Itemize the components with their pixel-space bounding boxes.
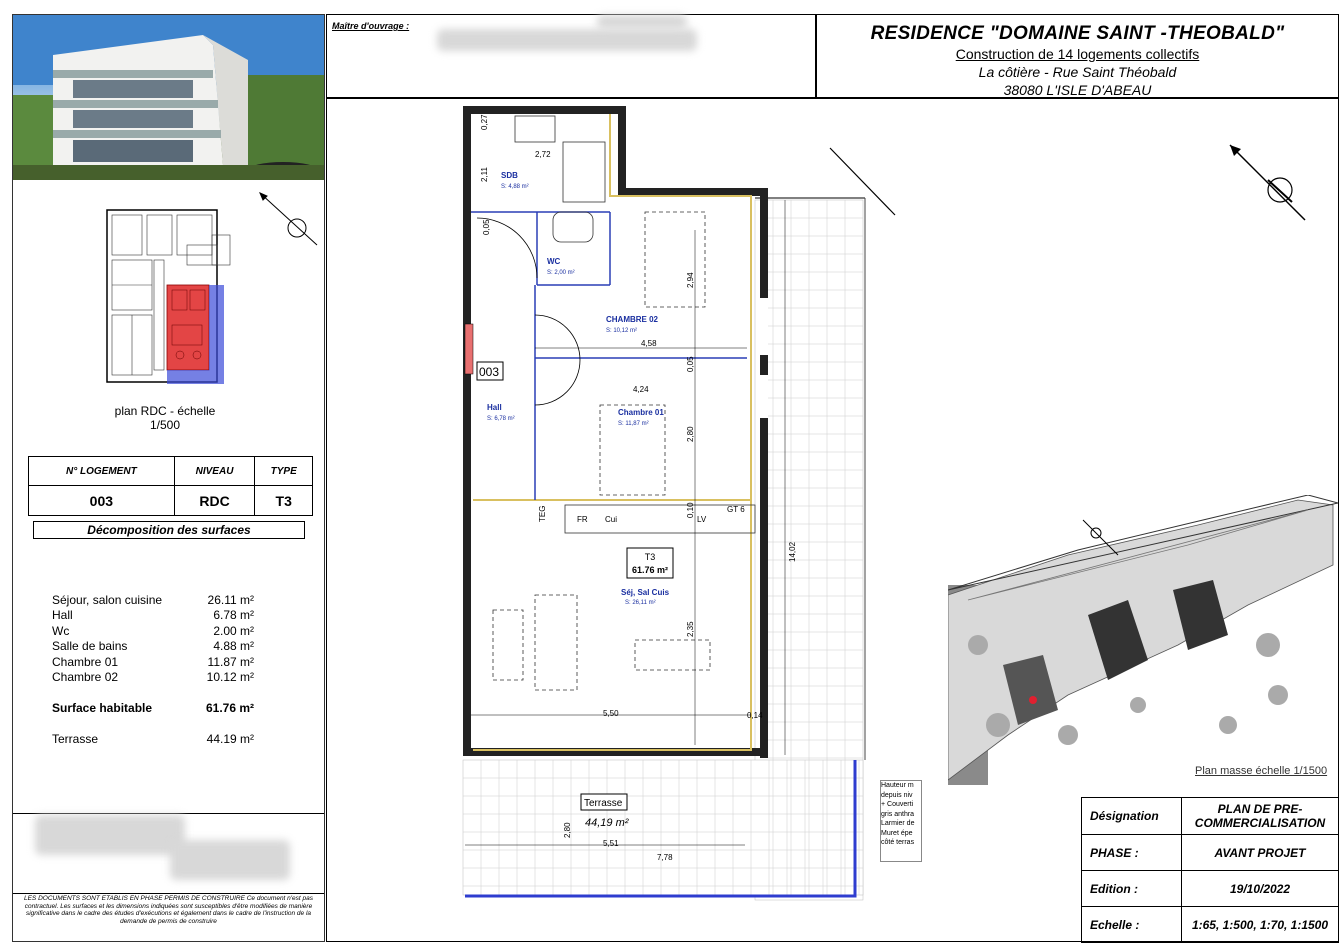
surface-row: [52, 639, 262, 654]
room-hall-label: Hall: [487, 403, 502, 412]
redacted-logo: [170, 840, 290, 880]
owner-label: Maître d'ouvrage :: [332, 21, 410, 31]
building-render-image: [13, 15, 324, 180]
owner-block: [326, 14, 816, 98]
header-level: NIVEAU: [174, 457, 255, 486]
room-wc-area: S: 2,00 m²: [547, 270, 575, 276]
dim-label: 2,35: [686, 621, 695, 637]
fixtures: [477, 116, 755, 690]
surface-value: 26.11 m²: [207, 593, 254, 607]
dim-label: 2,94: [686, 272, 695, 288]
dim-label: 0,14: [747, 711, 763, 720]
dim-label: 0,10: [686, 502, 695, 518]
note-line: depuis niv: [881, 791, 913, 799]
phase-value: AVANT PROJET: [1182, 835, 1339, 871]
room-chambre01-area: S: 11,87 m²: [618, 421, 649, 427]
surface-row: [52, 593, 262, 608]
floor-plan: [455, 100, 925, 930]
surface-row: [52, 670, 262, 685]
redacted-owner: [597, 15, 687, 29]
dim-label: 5,51: [603, 839, 619, 848]
type-value: T3: [255, 486, 313, 516]
room-sdb-area: S: 4,88 m²: [501, 184, 529, 190]
surface-label: Wc: [52, 624, 70, 638]
notes-block: [880, 780, 922, 862]
surface-label: Salle de bains: [52, 639, 128, 653]
dim-label: 7,78: [657, 853, 673, 862]
unit-info-table: [28, 456, 313, 516]
kitchen-fridge: FR: [577, 515, 588, 524]
room-chambre02-area: S: 10,12 m²: [606, 328, 638, 334]
unit-number-value: 003: [29, 486, 175, 516]
designation-value: PLAN DE PRE-COMMERCIALISATION: [1182, 798, 1339, 835]
kitchen-cooktop: Cui: [605, 515, 618, 524]
surface-label: Chambre 02: [52, 670, 119, 684]
site-plan-caption: Plan masse échelle 1/1500: [1195, 765, 1328, 777]
surface-value: 6.78 m²: [213, 608, 254, 622]
level-value: RDC: [174, 486, 255, 516]
room-hall-area: S: 6,78 m²: [487, 416, 515, 422]
title-block: [1081, 797, 1339, 943]
surface-label: Chambre 01: [52, 655, 119, 669]
project-name: RESIDENCE "DOMAINE SAINT -THEOBALD": [870, 23, 1285, 44]
surface-value: 2.00 m²: [213, 624, 254, 638]
dim-label: 2,11: [480, 167, 489, 182]
unit-id-label: 003: [479, 365, 500, 379]
divider: [13, 813, 324, 814]
north-arrow-icon: [1225, 140, 1315, 225]
exterior-walls: [463, 106, 768, 758]
project-subtitle: Construction de 14 logements collectifs: [955, 46, 1200, 62]
dim-label: 4,58: [641, 339, 657, 348]
note-line: Larmier de: [881, 820, 915, 827]
scale-value: 1:65, 1:500, 1:70, 1:1500: [1182, 907, 1339, 943]
dim-label: 4,24: [633, 385, 649, 394]
project-address-line1: La côtière - Rue Saint Théobald: [978, 64, 1177, 80]
surface-value: 4.88 m²: [213, 639, 254, 653]
surface-value: 10.12 m²: [206, 670, 254, 684]
note-line: côté terras: [881, 839, 915, 846]
dim-label: 14,02: [788, 541, 797, 562]
surface-row: [52, 655, 262, 670]
redacted-owner: [437, 29, 697, 51]
surfaces-title: Décomposition des surfaces: [33, 521, 305, 539]
surface-total-row: [52, 701, 262, 716]
note-line: Muret épe: [881, 829, 913, 837]
dim-label: 2,80: [686, 426, 695, 442]
dim-label: 0,05: [482, 219, 491, 235]
surface-total-label: Surface habitable: [52, 701, 153, 715]
surface-label: Hall: [52, 608, 73, 622]
phase-key: PHASE :: [1082, 835, 1182, 871]
designation-key: Désignation: [1082, 798, 1182, 835]
surface-total-value: 61.76 m²: [205, 701, 254, 715]
dim-label: 2,80: [563, 822, 572, 838]
site-plan-drawing: [948, 495, 1338, 790]
room-sejour-label: Séj, Sal Cuis: [621, 588, 670, 597]
edition-value: 19/10/2022: [1182, 871, 1339, 907]
key-plan-caption: plan RDC - échelle 1/500: [114, 404, 216, 432]
room-wc-label: WC: [547, 257, 561, 266]
surface-label: Séjour, salon cuisine: [52, 593, 163, 607]
terrace-row: [52, 732, 262, 747]
dim-label: 5,50: [603, 709, 619, 718]
kitchen-dishwasher: LV: [697, 515, 707, 524]
type-box-area: 61.76 m²: [631, 565, 669, 575]
terrace-box-area: 44,19 m²: [585, 817, 629, 829]
disclaimer-text: LES DOCUMENTS SONT ETABLIS EN PHASE PERMIS DE CONSTRUIRE Ce document n'est pas contractuel. Les surfaces et les dimensions indiquées sont susceptibles d'être modifiées de manière significative dans le cadre des études d'exécutions et également dans le cadre de l'instruction de la demande de permis de construire: [23, 895, 313, 925]
dim-label: 2,72: [535, 150, 551, 159]
interior-walls: [471, 212, 747, 500]
key-plan-drawing: [92, 190, 327, 395]
room-chambre02-label: CHAMBRE 02: [606, 315, 659, 324]
kitchen-teg: TEG: [538, 505, 547, 522]
project-address-line2: 38080 L'ISLE D'ABEAU: [1003, 82, 1152, 98]
terrace-label: Terrasse: [52, 732, 99, 746]
header-type: TYPE: [255, 457, 313, 486]
note-line: Hauteur m: [881, 782, 914, 789]
room-sdb-label: SDB: [501, 171, 518, 180]
edition-key: Edition :: [1082, 871, 1182, 907]
divider: [13, 893, 324, 894]
terrace-value: 44.19 m²: [206, 732, 254, 746]
kitchen-gt6: GT 6: [727, 505, 745, 514]
header-unit-number: N° LOGEMENT: [29, 457, 175, 486]
project-title-block: [816, 14, 1339, 98]
redacted-logo: [35, 815, 185, 855]
note-line: + Couverti: [881, 801, 914, 808]
surface-value: 11.87 m²: [207, 655, 254, 669]
surface-row: [52, 608, 262, 623]
type-box-type: T3: [644, 552, 656, 562]
terrace-box-label: Terrasse: [584, 798, 623, 809]
scale-key: Echelle :: [1082, 907, 1182, 943]
note-line: gris anthra: [881, 810, 915, 818]
dim-label: 0,05: [686, 356, 695, 372]
room-sejour-area: S: 26,11 m²: [625, 600, 656, 606]
surface-row: [52, 624, 262, 639]
room-chambre01-label: Chambre 01: [618, 408, 664, 417]
dim-label: 0,27: [480, 114, 489, 130]
